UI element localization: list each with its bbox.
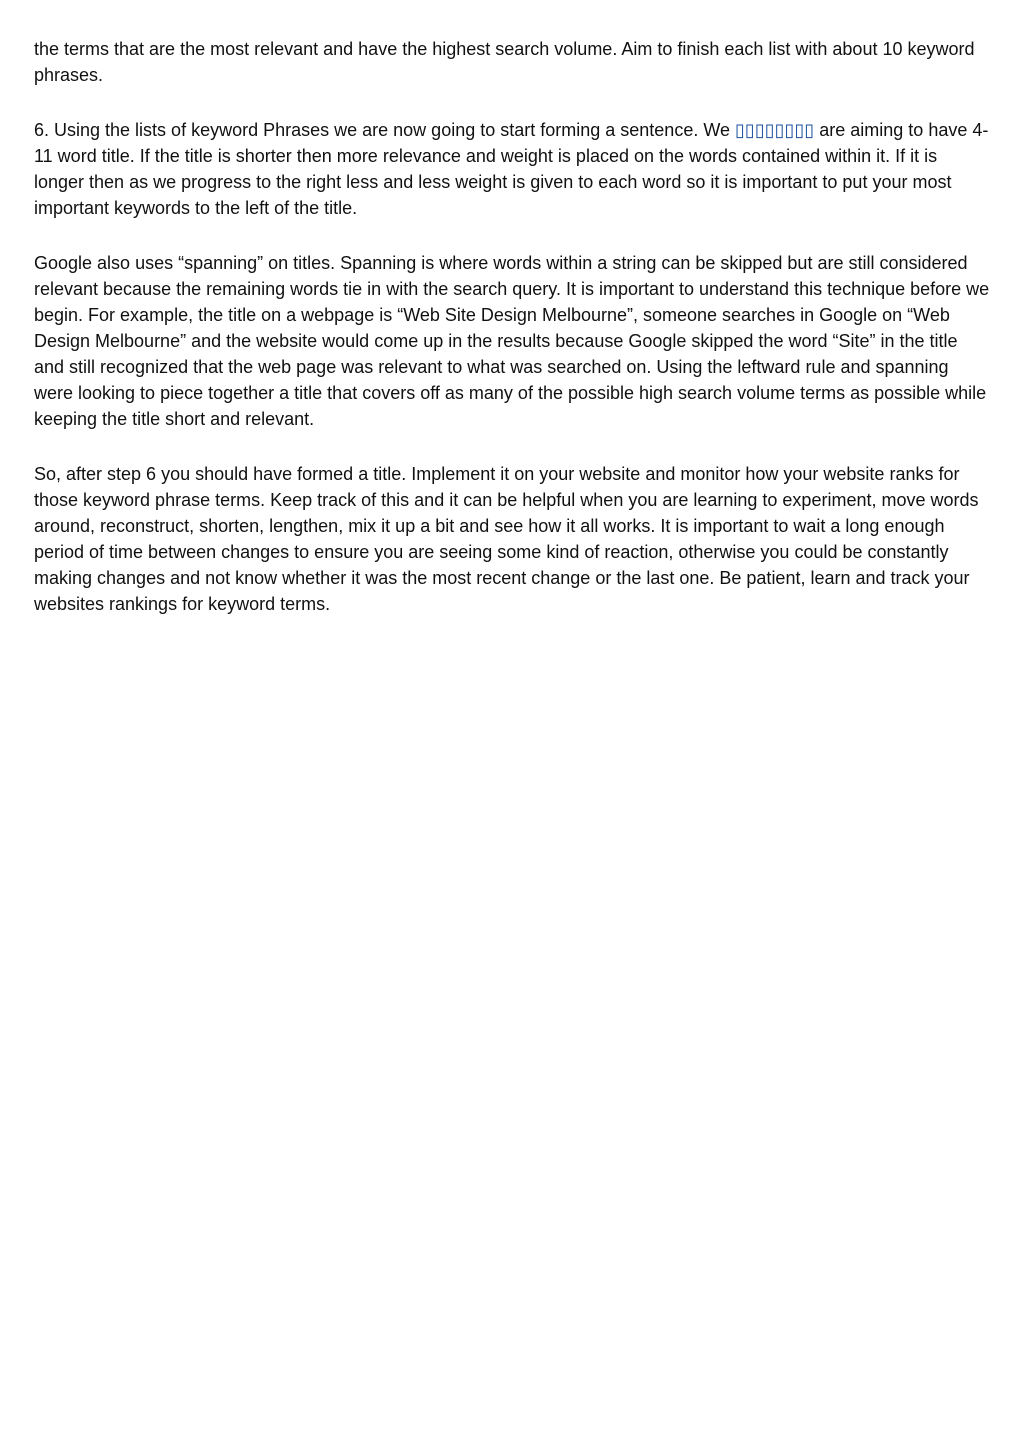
- paragraph-step-6-intro: 6. Using the lists of keyword Phrases we are now going to start forming a sentence. We: [34, 120, 736, 140]
- paragraph-step-6: [34, 117, 992, 221]
- inline-link[interactable]: ▯▯▯▯▯▯▯▯: [735, 120, 815, 140]
- document-page: [34, 36, 992, 646]
- paragraph-spanning: Google also uses “spanning” on titles. Spanning is where words within a string can be skipped but are still considered relevant because the remaining words tie in with the search query. It is important to understand this technique before we begin. For example, the title on a webpage is “Web Site Design Melbourne”, someone searches in Google on “Web Design Melbourne” and the website would come up in the results because Google skipped the word “Site” in the title and still recognized that the web page was relevant to what was searched on. Using the leftward rule and spanning were looking to piece together a title that covers off as many of the possible high search volume terms as possible while keeping the title short and relevant.: [34, 253, 990, 429]
- paragraph-keyword-lists: the terms that are the most relevant and have the highest search volume. Aim to finish each list with about 10 keyword phrases.: [34, 39, 975, 85]
- paragraph-after-step-6: So, after step 6 you should have formed a title. Implement it on your website and monitor how your website ranks for those keyword phrase terms. Keep track of this and it can be helpful when you are learning to experiment, move words around, reconstruct, shorten, lengthen, mix it up a bit and see how it all works. It is important to wait a long enough period of time between changes to ensure you are seeing some kind of reaction, otherwise you could be constantly making changes and not know whether it was the most recent change or the last one. Be patient, learn and track your websites rankings for keyword terms.: [34, 464, 979, 614]
- paragraph-step-6-rest: are aiming to have 4-11 word title. If the title is shorter then more relevance and weight is placed on the words contained within it. If it is longer then as we progress to the right less and less weight is given to each word so it is important to put your most important keywords to the left of the title.: [34, 120, 989, 218]
